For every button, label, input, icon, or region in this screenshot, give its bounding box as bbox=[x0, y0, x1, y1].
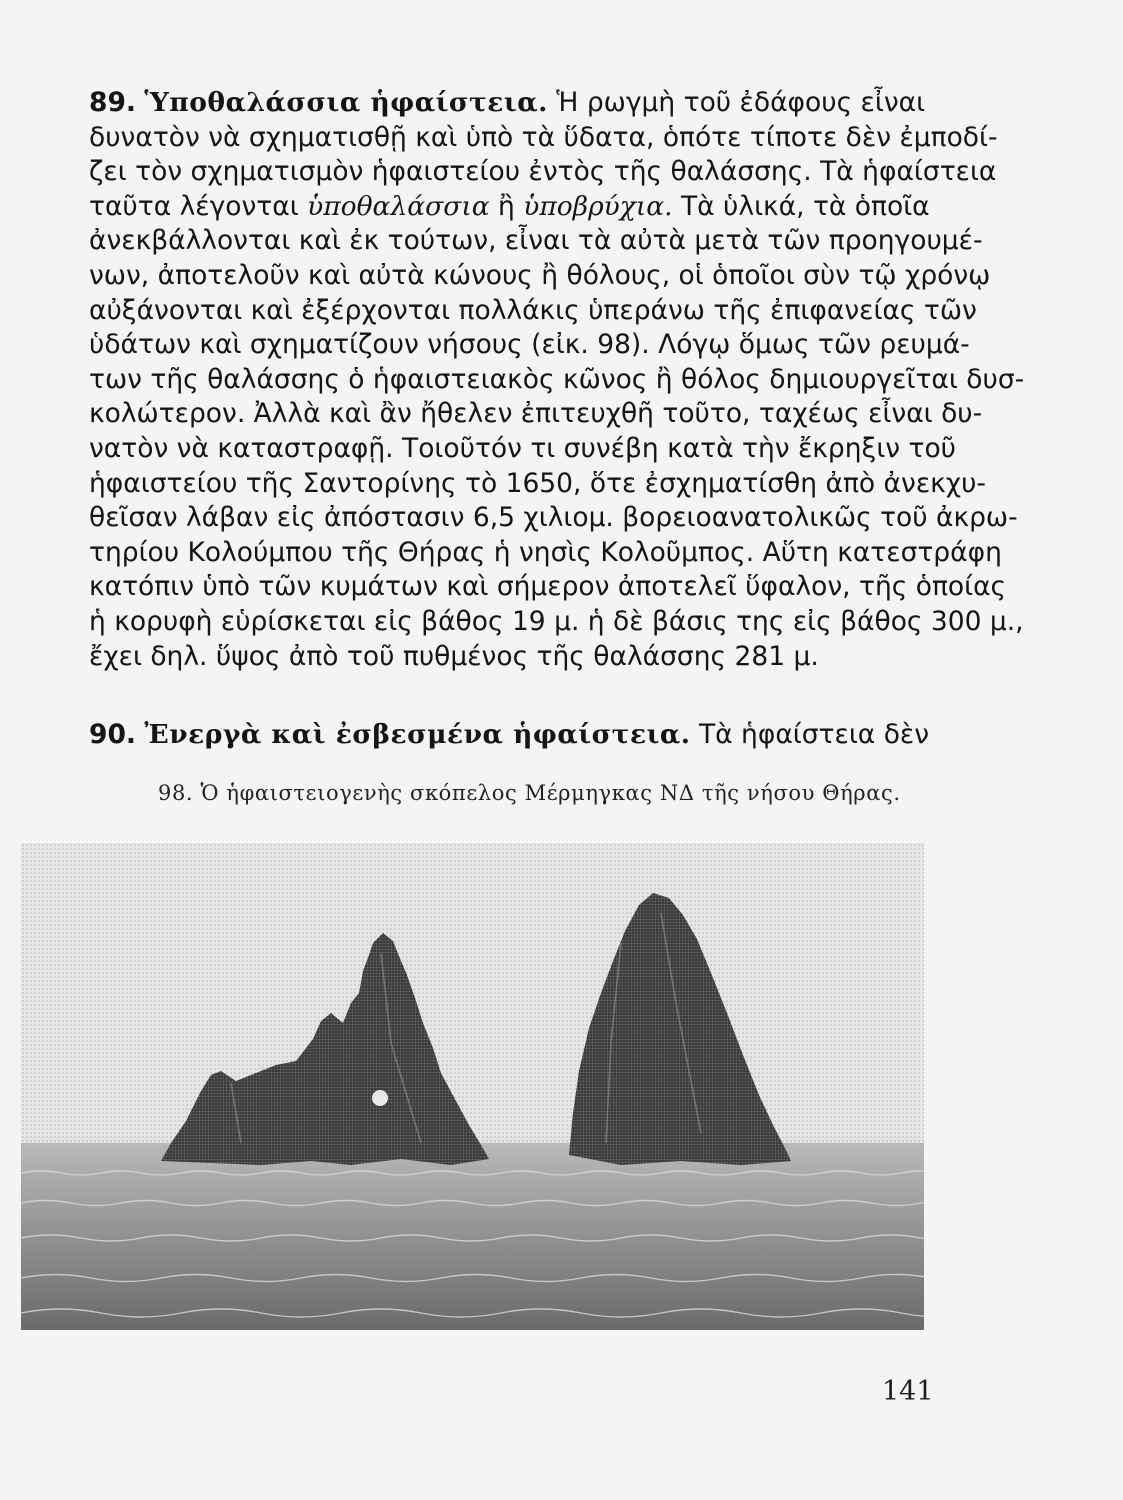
paragraph-line: θεῖσαν λάβαν εἰς ἀπόστασιν 6,5 χιλιομ. βορειοανατολικῶς τοῦ ἀκρω- bbox=[89, 502, 1018, 534]
paragraph-line: αὐξάνονται καὶ ἐξέρχονται πολλάκις ὑπεράνω τῆς ἐπιφανείας τῶν bbox=[89, 294, 977, 326]
paragraph-line bbox=[89, 718, 931, 753]
section-90-paragraph bbox=[89, 718, 931, 753]
paragraph-text: Τὰ ἡφαίστεια δὲν bbox=[698, 719, 930, 750]
section-number: 89. bbox=[89, 87, 136, 118]
paragraph-line: τηρίου Κολούμπου τῆς Θήρας ἡ νησὶς Κολοῦμπος. Αὕτη κατεστράφη bbox=[89, 536, 1002, 568]
section-heading: Ὑποθαλάσσια ἡφαίστεια. bbox=[144, 87, 548, 118]
figure-caption: 98. Ὁ ἡφαιστειογενὴς σκόπελος Μέρμηγκας ΝΔ τῆς νήσου Θήρας. bbox=[158, 781, 901, 805]
section-number: 90. bbox=[89, 719, 136, 750]
paragraph-line: ἡ κορυφὴ εὑρίσκεται εἰς βάθος 19 μ. ἡ δὲ βάσις της εἰς βάθος 300 μ., bbox=[89, 605, 1024, 637]
paragraph-line: κατόπιν ὑπὸ τῶν κυμάτων καὶ σήμερον ἀποτελεῖ ὕφαλον, τῆς ὁποίας bbox=[89, 571, 1007, 603]
paragraph-line: ἀνεκβάλλονται καὶ ἐκ τούτων, εἶναι τὰ αὐτὰ μετὰ τῶν προηγουμέ- bbox=[89, 225, 983, 257]
paragraph-line bbox=[89, 190, 931, 225]
sky bbox=[21, 843, 924, 1151]
paragraph-line: δυνατὸν νὰ σχηματισθῇ καὶ ὑπὸ τὰ ὕδατα, ὁπότε τίποτε δὲν ἐμποδί- bbox=[89, 121, 998, 153]
paragraph-line: νων, ἀποτελοῦν καὶ αὐτὰ κώνους ἢ θόλους, οἱ ὁποῖοι σὺν τῷ χρόνῳ bbox=[89, 259, 991, 291]
paragraph-text: Ἡ ρωγμὴ τοῦ ἐδάφους εἶναι bbox=[556, 87, 926, 118]
paragraph-line: ὑδάτων καὶ σχηματίζουν νήσους (εἰκ. 98). Λόγῳ ὅμως τῶν ρευμά- bbox=[89, 329, 970, 361]
section-89-paragraph bbox=[89, 86, 1025, 674]
paragraph-text: Τὰ ὑλικά, τὰ ὁποῖα bbox=[672, 190, 930, 222]
rock-cave bbox=[372, 1090, 388, 1106]
italic-term: ὑποθαλάσσια bbox=[307, 190, 490, 222]
italic-term: ὑποβρύχια. bbox=[523, 190, 673, 222]
sea-stacks-illustration bbox=[21, 843, 924, 1330]
paragraph-line bbox=[89, 86, 931, 121]
page-number: 141 bbox=[882, 1376, 934, 1407]
paragraph-line: ζει τὸν σχηματισμὸν ἡφαιστείου ἐντὸς τῆς θαλάσσης. Τὰ ἡφαίστεια bbox=[89, 156, 997, 188]
paragraph-text: ἢ bbox=[489, 190, 524, 222]
section-heading: Ἐνεργὰ καὶ ἐσβεσμένα ἡφαίστεια. bbox=[144, 719, 691, 750]
paragraph-line: των τῆς θαλάσσης ὁ ἡφαιστειακὸς κῶνος ἢ θόλος δημιουργεῖται δυσ- bbox=[89, 363, 1025, 395]
figure-photo bbox=[21, 843, 924, 1330]
paragraph-line: ἔχει δηλ. ὕψος ἀπὸ τοῦ πυθμένος τῆς θαλάσσης 281 μ. bbox=[89, 640, 819, 672]
paragraph-line: ἡφαιστείου τῆς Σαντορίνης τὸ 1650, ὅτε ἐσχηματίσθη ἀπὸ ἀνεκχυ- bbox=[89, 467, 986, 499]
paragraph-line: νατὸν νὰ καταστραφῇ. Τοιοῦτόν τι συνέβη κατὰ τὴν ἔκρηξιν τοῦ bbox=[89, 432, 957, 464]
paragraph-text: ταῦτα λέγονται bbox=[89, 190, 308, 222]
paragraph-line: κολώτερον. Ἀλλὰ καὶ ἂν ἤθελεν ἐπιτευχθῆ τοῦτο, ταχέως εἶναι δυ- bbox=[89, 398, 983, 430]
